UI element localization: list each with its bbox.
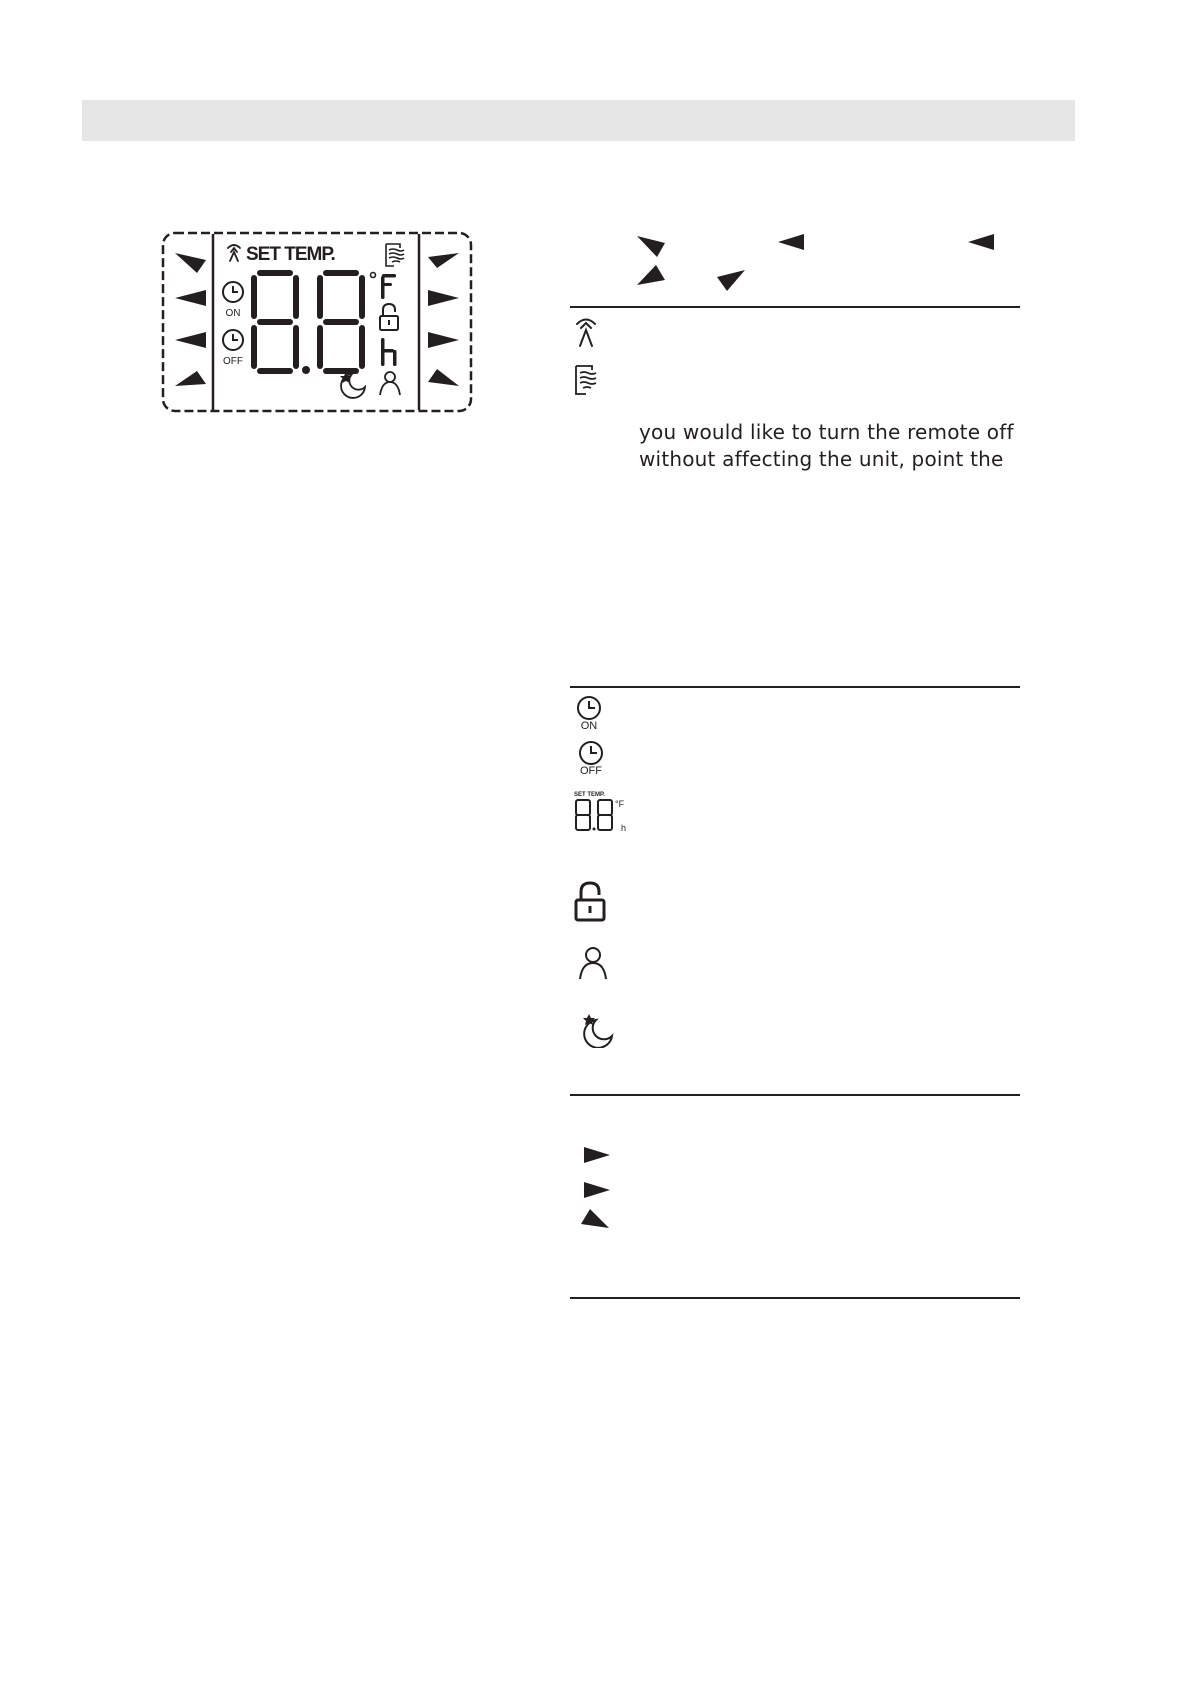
arrow-right-icon [584, 1147, 610, 1163]
arrow-left-icon [968, 234, 994, 250]
arrow-up-left-icon [581, 1209, 609, 1228]
arrow-left-icon [175, 290, 206, 306]
legend-unit-label: °F [615, 799, 625, 809]
arrow-left-icon [175, 332, 206, 348]
sleep-icon [340, 372, 365, 398]
legend-timer-on [572, 694, 606, 732]
lock-icon [380, 304, 398, 330]
fan-mode-icon [576, 366, 596, 394]
legend-decimal-point [593, 828, 596, 831]
fan-mode-icon [386, 244, 404, 266]
timer-off-icon [580, 742, 602, 764]
intro-arrow-5 [716, 269, 746, 293]
intro-arrow-4 [636, 263, 666, 287]
arrow-right-icon [584, 1182, 610, 1198]
divider-rule-3 [570, 1094, 1020, 1096]
legend-arrow-right-1 [582, 1144, 612, 1166]
arrow-up-left-icon [428, 369, 459, 386]
legend-sleep-icon [580, 1010, 618, 1048]
signal-icon [577, 320, 595, 347]
timer-on-icon [578, 697, 600, 719]
person-icon [380, 372, 400, 395]
arrow-down-left-icon [717, 270, 745, 291]
arrow-left-icon [778, 234, 804, 250]
arrow-up-right-icon [175, 371, 206, 386]
lcd-hours-h-segment [381, 338, 397, 366]
divider-rule-4 [570, 1297, 1020, 1299]
arrow-down-right-icon [175, 253, 206, 273]
legend-timer-on-label: ON [580, 720, 598, 732]
legend-arrow-up-left [580, 1207, 610, 1231]
divider-rule-2 [570, 686, 1020, 688]
legend-set-temp-display [574, 790, 634, 836]
lcd-display-illustration [160, 230, 475, 415]
lcd-set-temp-label: SET TEMP. [246, 244, 335, 265]
arrow-right-icon [428, 332, 459, 348]
timer-off-icon [223, 330, 243, 350]
lcd-timer-off-label: OFF [223, 356, 243, 367]
sleep-icon [583, 1014, 612, 1048]
lock-icon [576, 883, 604, 920]
intro-arrow-1 [636, 235, 666, 259]
arrow-up-right-icon [637, 265, 665, 285]
lcd-digit-2 [317, 270, 365, 374]
divider-rule-1 [570, 306, 1020, 308]
legend-timer-off [574, 739, 608, 777]
legend-lock-icon [572, 880, 608, 924]
arrow-right-icon [428, 290, 459, 306]
lcd-left-arrows [175, 253, 206, 386]
signal-icon [228, 245, 240, 261]
lcd-digit-1 [251, 270, 299, 374]
legend-set-temp-label: SET TEMP. [574, 792, 605, 798]
lcd-timer-on-label: ON [225, 308, 241, 319]
legend-digit-2 [598, 800, 612, 830]
body-text-line-2: without affecting the unit, point the [639, 447, 1004, 471]
legend-timer-off-label: OFF [580, 765, 602, 777]
arrow-down-left-icon [428, 253, 459, 268]
legend-person-icon [576, 945, 610, 981]
legend-fan-mode-icon [572, 364, 602, 396]
timer-on-icon [223, 282, 243, 302]
legend-digit-1 [576, 800, 590, 830]
right-column [570, 0, 1020, 1400]
intro-arrow-2 [776, 231, 806, 253]
legend-arrow-right-2 [582, 1179, 612, 1201]
lcd-right-arrows [428, 253, 459, 386]
lcd-unit-f-segment [381, 274, 396, 299]
legend-signal-icon [572, 316, 600, 348]
person-icon [580, 948, 606, 979]
legend-hours-label: h [621, 823, 627, 833]
arrow-down-right-icon [637, 236, 665, 257]
intro-arrow-3 [966, 231, 996, 253]
body-text-line-1: you would like to turn the remote off [639, 420, 1014, 444]
lcd-decimal-point [302, 366, 310, 374]
lcd-degree-dot [371, 273, 376, 278]
